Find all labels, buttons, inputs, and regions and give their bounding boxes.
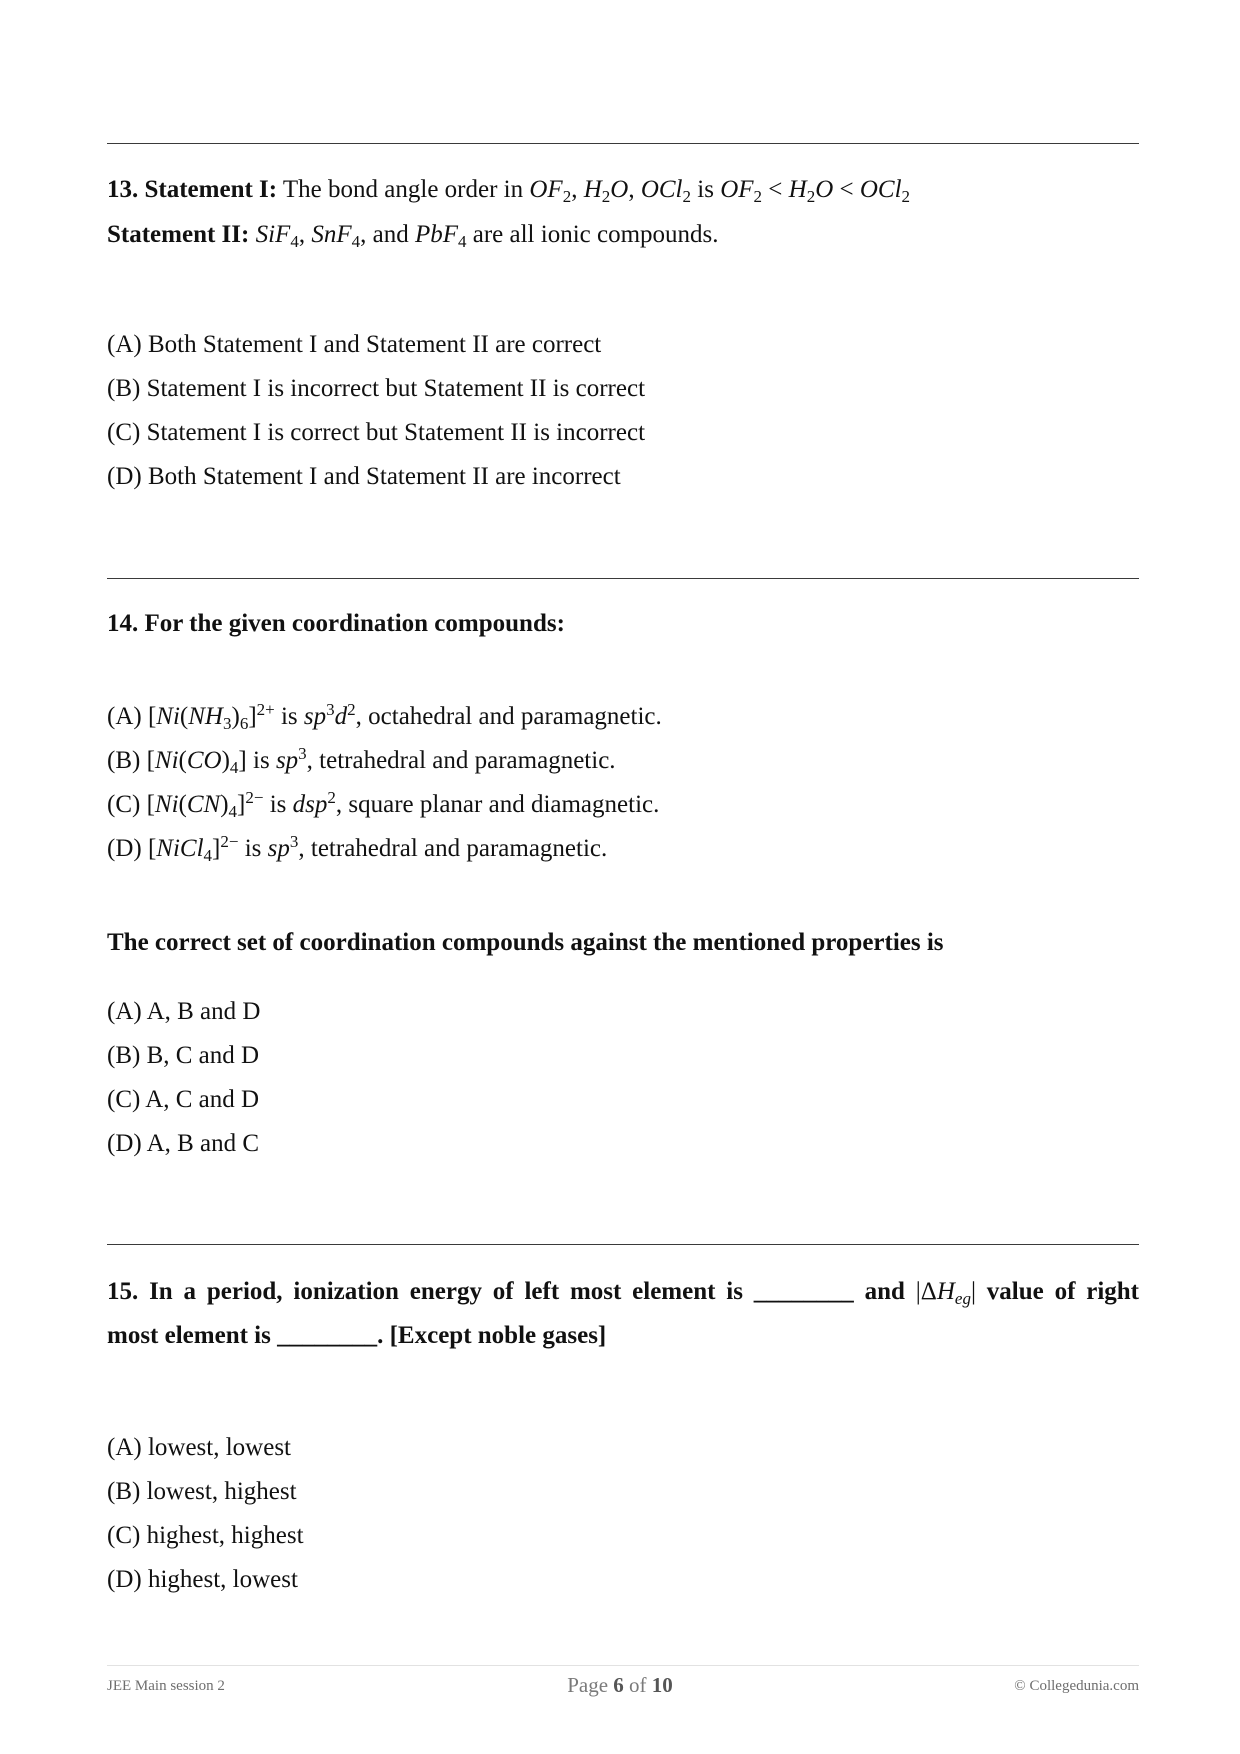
text-run: 2− <box>220 831 239 851</box>
text-run: dsp <box>292 791 328 818</box>
text-run: < <box>833 176 860 203</box>
text-run: 4 <box>229 758 239 778</box>
text-run: and <box>853 1278 916 1305</box>
q14-option-c: (C) A, C and D <box>107 1086 260 1113</box>
question-13 <box>107 167 1139 257</box>
q14-option-b: (B) B, C and D <box>107 1042 260 1069</box>
text-run: sp <box>303 703 327 730</box>
text-run: eg <box>954 1289 971 1309</box>
q14-statement-d <box>107 827 1139 871</box>
text-run: 13. Statement I: <box>107 176 278 203</box>
q14-title <box>107 602 1139 646</box>
text-run: 6 <box>613 1673 624 1697</box>
text-run: The bond angle order in <box>277 176 530 203</box>
q13-option-b: (B) Statement I is incorrect but Statement II is correct <box>107 375 646 402</box>
footer-divider <box>107 1665 1139 1666</box>
text-run: ] <box>238 747 247 774</box>
text-run: 4 <box>228 802 238 822</box>
text-run: , octahedral and paramagnetic. <box>355 703 662 730</box>
text-run: OF <box>529 176 563 203</box>
text-run: , and <box>360 221 415 248</box>
text-run: is <box>246 747 276 774</box>
text-run: 3 <box>289 831 299 851</box>
text-run: is <box>238 835 268 862</box>
text-run: , <box>298 221 312 248</box>
text-run: 2 <box>901 187 911 207</box>
text-run: [ <box>146 791 155 818</box>
text-run: Ni <box>154 791 179 818</box>
q13-statement-2 <box>107 212 1139 257</box>
text-run: (D) <box>107 835 148 862</box>
text-run: ) <box>231 703 240 730</box>
text-run: PbF <box>414 221 458 248</box>
text-run: 4 <box>203 846 213 866</box>
q13-options <box>107 323 1139 499</box>
text-run: value of right <box>975 1278 1140 1305</box>
text-run: 3 <box>326 699 335 719</box>
divider-top <box>107 143 1139 144</box>
q13-option-c: (C) Statement I is correct but Statement II is incorrect <box>107 419 646 446</box>
q14-prompt <box>107 921 1139 965</box>
text-run: ( <box>178 791 187 818</box>
text-run: 2 <box>347 699 356 719</box>
q14-statements <box>107 695 1139 871</box>
text-run: 2 <box>753 187 763 207</box>
text-run: ( <box>178 747 187 774</box>
text-run: ) <box>221 747 230 774</box>
text-run: ] <box>237 791 246 818</box>
text-run: Ni <box>156 703 180 730</box>
text-run: |Δ <box>915 1278 937 1305</box>
text-run: d <box>334 703 348 730</box>
text-run: 15. In a period, ionization energy of left most element is <box>107 1278 754 1305</box>
text-run: OCl <box>640 176 683 203</box>
text-run: . [Except noble gases] <box>377 1322 607 1349</box>
text-run: , square planar and diamagnetic. <box>335 791 660 818</box>
q13-option-d: (D) Both Statement I and Statement II are incorrect <box>107 463 621 490</box>
text-run: [ <box>147 703 157 730</box>
text-run: 2+ <box>256 699 275 719</box>
divider-q14 <box>107 578 1139 579</box>
text-run: Page <box>567 1673 614 1697</box>
text-run: is <box>263 791 293 818</box>
text-run: 2 <box>806 187 816 207</box>
q14-statement-b <box>107 739 1139 783</box>
q15-option-a: (A) lowest, lowest <box>107 1434 291 1461</box>
text-run: Statement II: <box>107 221 250 248</box>
text-run: H <box>788 176 807 203</box>
q15-stem-line-2 <box>107 1314 1139 1358</box>
q15-stem-line-1 <box>107 1270 1139 1314</box>
text-run: ] <box>212 835 221 862</box>
text-run: ) <box>220 791 229 818</box>
text-run: 3 <box>222 714 232 734</box>
text-run: , <box>628 176 641 203</box>
text-run: [ <box>147 835 157 862</box>
text-run: OCl <box>859 176 902 203</box>
text-run: (B) <box>107 747 147 774</box>
text-run: sp <box>275 747 299 774</box>
text-run: 2 <box>327 787 336 807</box>
text-run: , <box>571 176 584 203</box>
question-15 <box>107 1270 1139 1358</box>
q14-statement-a <box>107 695 1139 739</box>
text-run: H <box>936 1278 955 1305</box>
text-run: < <box>762 176 789 203</box>
text-run: 2 <box>682 187 691 207</box>
text-run: O <box>815 176 834 203</box>
text-run: NH <box>188 703 223 730</box>
text-run: 2 <box>601 187 611 207</box>
text-run: (A) <box>107 703 148 730</box>
text-run: 4 <box>458 232 467 252</box>
q15-option-c: (C) highest, highest <box>107 1522 304 1549</box>
footer-page-number <box>470 1671 770 1699</box>
text-run: NiCl <box>156 835 204 862</box>
footer-exam-name: JEE Main session 2 <box>107 1678 225 1694</box>
footer-copyright: © Collegedunia.com <box>1014 1678 1139 1694</box>
text-run: 4 <box>290 232 299 252</box>
text-run: , tetrahedral and paramagnetic. <box>306 747 616 774</box>
text-run: ________ <box>277 1322 378 1349</box>
text-run: SiF <box>255 221 291 248</box>
text-run: sp <box>267 835 290 862</box>
text-run: 3 <box>298 743 307 763</box>
q15-options <box>107 1426 1139 1602</box>
text-run: are all ionic compounds. <box>466 221 719 248</box>
text-run: Ni <box>154 747 179 774</box>
text-run: 2 <box>562 187 572 207</box>
text-run: is <box>274 703 304 730</box>
q14-prompt-text: The correct set of coordination compounds against the mentioned properties is <box>107 929 944 956</box>
text-run: [ <box>146 747 155 774</box>
text-run: 10 <box>651 1673 673 1697</box>
q14-option-d: (D) A, B and C <box>107 1130 260 1157</box>
text-run: 6 <box>239 714 249 734</box>
text-run: ________ <box>753 1278 854 1305</box>
text-run: O <box>610 176 629 203</box>
q14-statement-c <box>107 783 1139 827</box>
text-run: OF <box>720 176 754 203</box>
text-run: ] <box>248 703 257 730</box>
q15-option-d: (D) highest, lowest <box>107 1566 298 1593</box>
text-run: is <box>691 176 721 203</box>
q13-statement-1 <box>107 167 1139 212</box>
text-run: most element is <box>107 1322 278 1349</box>
q14-options <box>107 990 1139 1166</box>
q13-option-a: (A) Both Statement I and Statement II are correct <box>107 331 602 358</box>
q14-title-text: 14. For the given coordination compounds: <box>107 610 565 637</box>
text-run: CO <box>186 747 222 774</box>
text-run: CN <box>186 791 221 818</box>
text-run: SnF <box>311 221 352 248</box>
text-run: (C) <box>107 791 147 818</box>
divider-q15 <box>107 1244 1139 1245</box>
text-run: ( <box>179 703 189 730</box>
text-run: 4 <box>351 232 361 252</box>
text-run: 2− <box>245 787 264 807</box>
q14-option-a: (A) A, B and D <box>107 998 261 1025</box>
text-run: H <box>583 176 602 203</box>
text-run: | <box>970 1278 976 1305</box>
text-run: of <box>623 1673 652 1697</box>
text-run: , tetrahedral and paramagnetic. <box>298 835 608 862</box>
q15-option-b: (B) lowest, highest <box>107 1478 297 1505</box>
